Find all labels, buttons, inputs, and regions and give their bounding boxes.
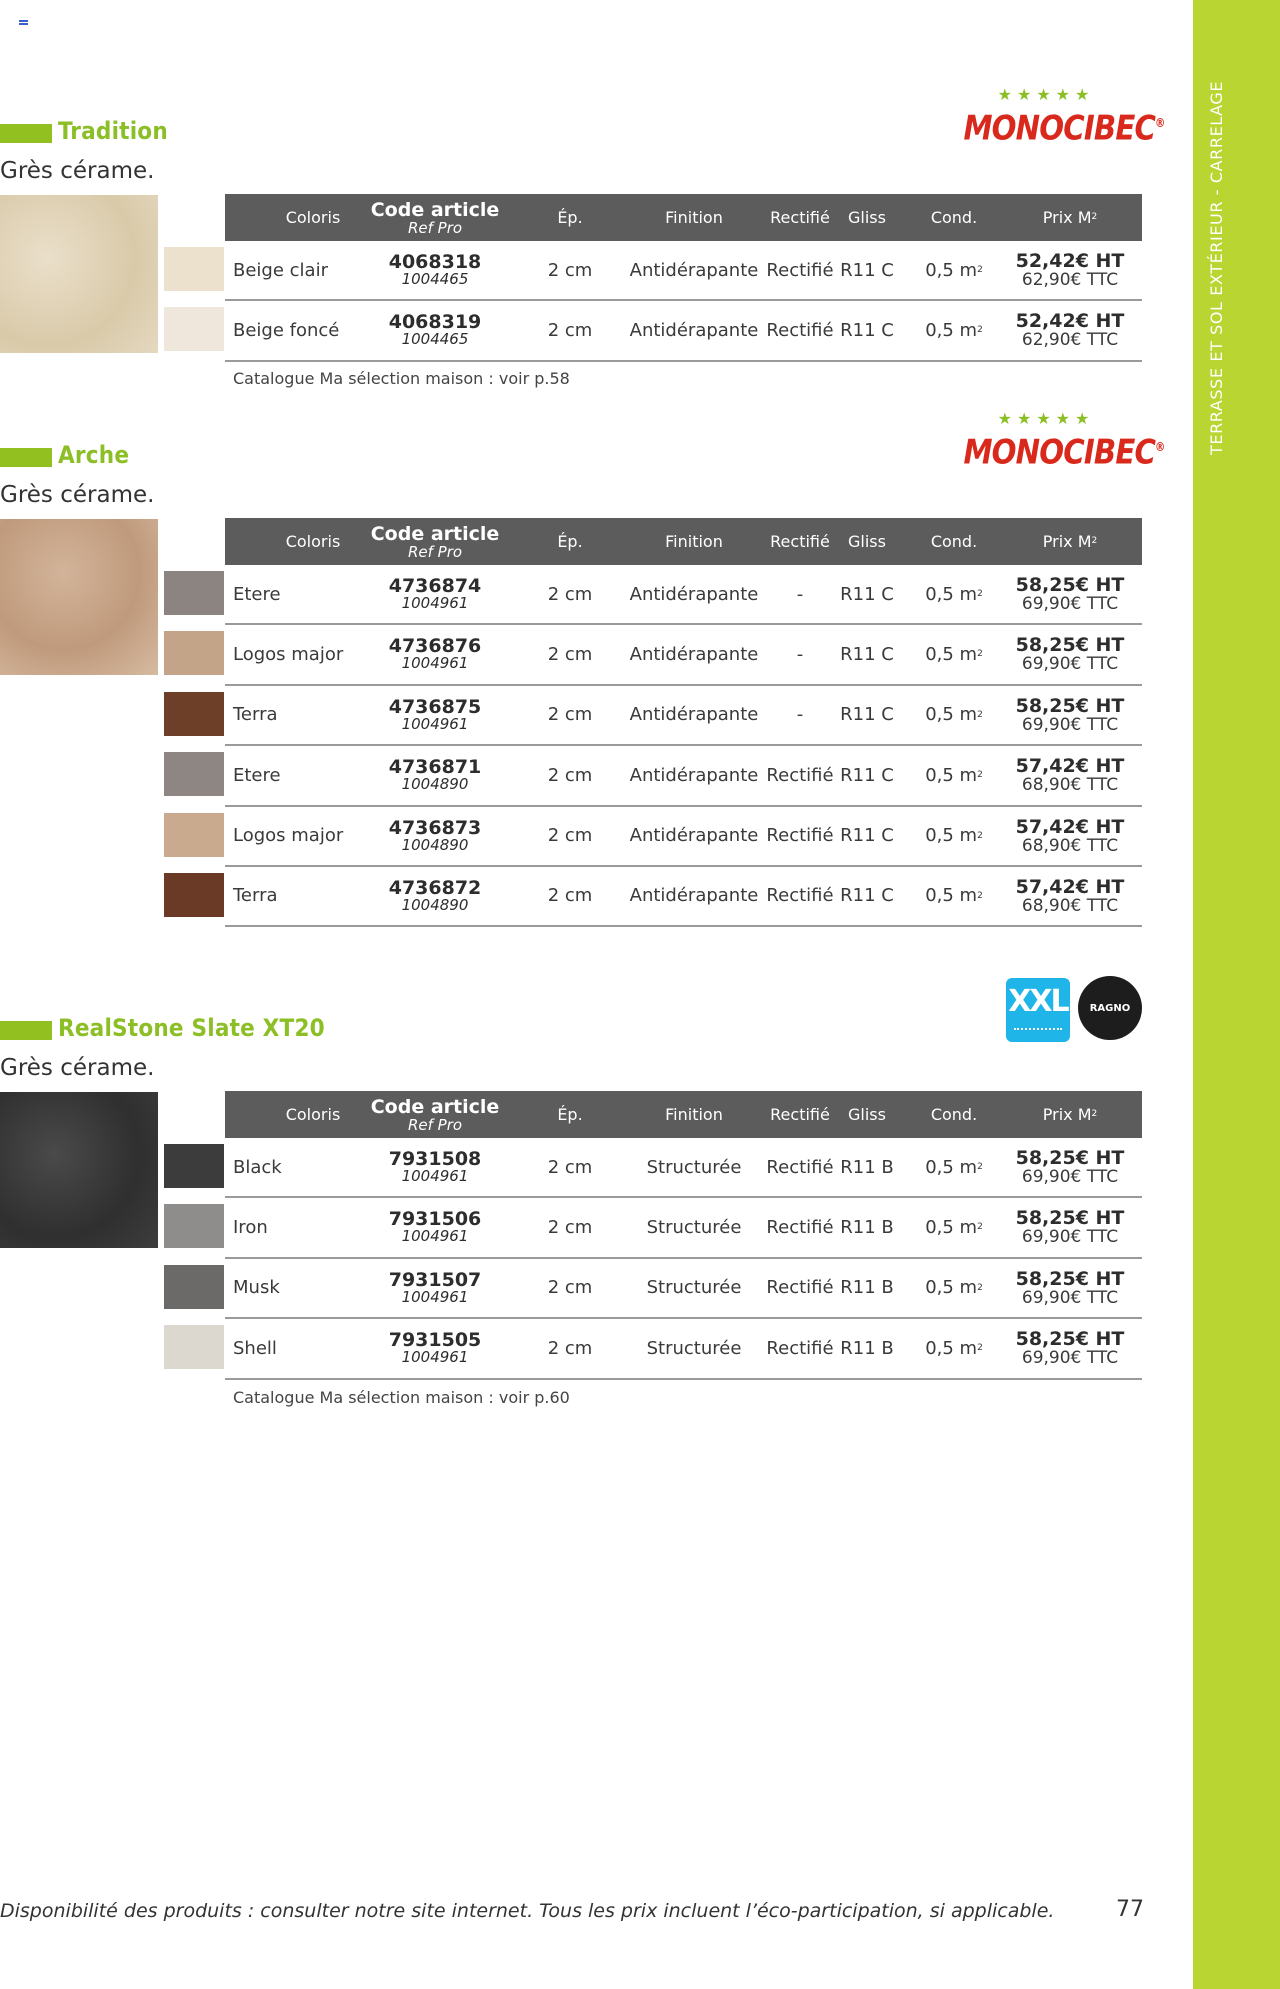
- header-ep: Ép.: [557, 532, 583, 551]
- price-ht: 58,25€ HT: [1015, 694, 1125, 717]
- table-header: [225, 518, 1142, 565]
- ep-cell: 2 cm: [547, 1216, 593, 1238]
- header-prix: Prix M 2: [1042, 532, 1098, 551]
- brand-logo-monocibec: [950, 85, 1165, 149]
- price-cell: [1005, 241, 1135, 299]
- color-swatch: [164, 1265, 224, 1309]
- color-swatch: [164, 247, 224, 291]
- page-number: 77: [1116, 1897, 1144, 1922]
- rectifie-cell: -: [796, 704, 804, 726]
- cond-cell: 0,5 m 2: [925, 704, 983, 726]
- gliss-cell: R11 C: [840, 885, 894, 907]
- cond-cell: 0,5 m 2: [925, 319, 983, 341]
- price-cell: [1005, 625, 1135, 683]
- header-coloris: Coloris: [285, 208, 341, 227]
- code-cell: [365, 1198, 505, 1256]
- price-ht: 58,25€ HT: [1015, 1328, 1125, 1351]
- coloris-cell: Beige foncé: [233, 319, 340, 341]
- finition-cell: Antidérapante: [629, 704, 759, 726]
- article-code: 4068319: [388, 311, 482, 334]
- section-title: Arche: [58, 441, 130, 469]
- coloris-cell: Logos major: [233, 825, 344, 847]
- header-rectifie: Rectifié: [770, 532, 830, 551]
- ref-pro: 1004961: [401, 1227, 469, 1246]
- table-body: [225, 1138, 1142, 1380]
- table-row: [225, 807, 1142, 867]
- header-rectifie: Rectifié: [770, 1105, 830, 1124]
- section-subtitle: Grès cérame.: [0, 1055, 155, 1081]
- cond-cell: 0,5 m 2: [925, 825, 983, 847]
- cond-cell: 0,5 m 2: [925, 583, 983, 605]
- product-table-arche: [225, 518, 1142, 927]
- ref-pro: 1004890: [401, 835, 469, 854]
- coloris-cell: Terra: [233, 885, 278, 907]
- ep-cell: 2 cm: [547, 583, 593, 605]
- rectifie-cell: Rectifié: [766, 259, 834, 281]
- ep-cell: 2 cm: [547, 1337, 593, 1359]
- ref-pro: 1004465: [401, 330, 469, 349]
- coloris-cell: Iron: [233, 1216, 268, 1238]
- color-swatch: [164, 631, 224, 675]
- finition-cell: Structurée: [646, 1156, 742, 1178]
- rectifie-cell: Rectifié: [766, 1337, 834, 1359]
- color-swatch: [164, 571, 224, 615]
- brand-stars-icon: ★★★★★: [997, 409, 1095, 428]
- price-cell: [1005, 565, 1135, 623]
- rectifie-cell: Rectifié: [766, 319, 834, 341]
- ref-pro: 1004890: [401, 775, 469, 794]
- finition-cell: Antidérapante: [629, 259, 759, 281]
- product-table-tradition: [225, 194, 1142, 362]
- ref-pro: 1004961: [401, 594, 469, 612]
- price-ttc: 69,90€ TTC: [1021, 1167, 1119, 1187]
- finition-cell: Antidérapante: [629, 643, 759, 665]
- gliss-cell: R11 B: [840, 1216, 894, 1238]
- code-cell: [365, 746, 505, 804]
- product-image-tradition: [0, 195, 158, 353]
- table-header: [225, 194, 1142, 241]
- article-code: 4736874: [388, 575, 482, 597]
- table-header: [225, 1091, 1142, 1138]
- gliss-cell: R11 C: [840, 825, 894, 847]
- price-cell: [1005, 1138, 1135, 1196]
- article-code: 4736872: [388, 876, 482, 899]
- price-ttc: 69,90€ TTC: [1021, 654, 1119, 675]
- ep-cell: 2 cm: [547, 643, 593, 665]
- gliss-cell: R11 C: [840, 319, 894, 341]
- product-image-realstone: [0, 1092, 158, 1248]
- header-prix: Prix M 2: [1042, 208, 1098, 227]
- article-code: 4736871: [388, 756, 482, 779]
- rectifie-cell: -: [796, 643, 804, 665]
- price-cell: [1005, 1319, 1135, 1377]
- ep-cell: 2 cm: [547, 319, 593, 341]
- price-ttc: 69,90€ TTC: [1021, 714, 1119, 735]
- color-swatch: [164, 1325, 224, 1369]
- price-ht: 58,25€ HT: [1015, 1207, 1125, 1230]
- article-code: 7931505: [388, 1329, 482, 1352]
- section-subtitle: Grès cérame.: [0, 158, 155, 184]
- header-cond: Cond.: [930, 532, 978, 551]
- table-row: [225, 746, 1142, 806]
- color-swatch: [164, 1204, 224, 1248]
- header-ep: Ép.: [557, 1105, 583, 1124]
- finition-cell: Antidérapante: [629, 885, 759, 907]
- brand-logo-monocibec: [950, 409, 1165, 473]
- ref-pro: 1004961: [401, 1167, 469, 1185]
- section-marker: [0, 1021, 52, 1040]
- color-swatch: [164, 813, 224, 857]
- header-gliss: Gliss: [848, 532, 886, 551]
- cond-cell: 0,5 m 2: [925, 643, 983, 665]
- xxl-badge-icon: XXL: [1006, 978, 1070, 1042]
- gliss-cell: R11 C: [840, 259, 894, 281]
- code-cell: [365, 1259, 505, 1317]
- product-table-realstone: [225, 1091, 1142, 1380]
- table-row: [225, 1259, 1142, 1319]
- finition-cell: Antidérapante: [629, 583, 759, 605]
- brand-stars-icon: ★★★★★: [997, 85, 1095, 104]
- gliss-cell: R11 C: [840, 764, 894, 786]
- cond-cell: 0,5 m 2: [925, 1277, 983, 1299]
- header-finition: Finition: [665, 532, 723, 551]
- article-code: 4068318: [388, 251, 482, 273]
- cond-cell: 0,5 m 2: [925, 764, 983, 786]
- cond-cell: 0,5 m 2: [925, 885, 983, 907]
- price-ht: 57,42€ HT: [1015, 815, 1125, 838]
- gliss-cell: R11 B: [840, 1337, 894, 1359]
- price-ht: 58,25€ HT: [1015, 1267, 1125, 1290]
- product-image-arche: [0, 519, 158, 675]
- header-gliss: Gliss: [848, 208, 886, 227]
- coloris-cell: Shell: [233, 1337, 277, 1359]
- price-ht: 58,25€ HT: [1015, 1147, 1125, 1169]
- price-ttc: 68,90€ TTC: [1021, 835, 1119, 856]
- header-ep: Ép.: [557, 208, 583, 227]
- price-ht: 52,42€ HT: [1015, 250, 1125, 272]
- finition-cell: Antidérapante: [629, 319, 759, 341]
- section-marker: [0, 124, 52, 143]
- ref-pro: 1004961: [401, 654, 469, 673]
- rectifie-cell: Rectifié: [766, 1216, 834, 1238]
- table-row: [225, 1198, 1142, 1258]
- ref-pro: 1004465: [401, 270, 469, 288]
- table-row: [225, 565, 1142, 625]
- coloris-cell: Musk: [233, 1277, 280, 1299]
- brand-name: MONOCIBEC: [963, 108, 1156, 149]
- price-ht: 58,25€ HT: [1015, 634, 1125, 657]
- section-title: RealStone Slate XT20: [58, 1014, 325, 1042]
- price-cell: [1005, 807, 1135, 865]
- code-cell: [365, 1138, 505, 1196]
- finition-cell: Structurée: [646, 1216, 742, 1238]
- ep-cell: 2 cm: [547, 704, 593, 726]
- price-ttc: 69,90€ TTC: [1021, 1227, 1119, 1248]
- table-body: [225, 241, 1142, 362]
- header-code: Code article Ref Pro: [370, 1095, 500, 1134]
- ep-cell: 2 cm: [547, 885, 593, 907]
- price-ht: 52,42€ HT: [1015, 310, 1125, 333]
- coloris-cell: Logos major: [233, 643, 344, 665]
- price-ttc: 62,90€ TTC: [1021, 270, 1119, 290]
- price-cell: [1005, 1198, 1135, 1256]
- price-ht: 58,25€ HT: [1015, 574, 1125, 596]
- header-rectifie: Rectifié: [770, 208, 830, 227]
- ref-pro: 1004961: [401, 714, 469, 733]
- table-row: [225, 241, 1142, 301]
- table-row: [225, 686, 1142, 746]
- side-label: TERRASSE ET SOL EXTÉRIEUR - CARRELAGE: [1207, 80, 1226, 455]
- price-ht: 57,42€ HT: [1015, 875, 1125, 898]
- header-coloris: Coloris: [285, 1105, 341, 1124]
- coloris-cell: Terra: [233, 704, 278, 726]
- article-code: 7931506: [388, 1208, 482, 1231]
- coloris-cell: Black: [233, 1156, 282, 1178]
- price-cell: [1005, 867, 1135, 925]
- coloris-cell: Beige clair: [233, 259, 328, 281]
- finition-cell: Structurée: [646, 1337, 742, 1359]
- price-ttc: 62,90€ TTC: [1021, 330, 1119, 351]
- ragno-logo-icon: RAGNO: [1078, 976, 1142, 1040]
- gliss-cell: R11 B: [840, 1277, 894, 1299]
- cond-cell: 0,5 m 2: [925, 259, 983, 281]
- rectifie-cell: Rectifié: [766, 885, 834, 907]
- price-cell: [1005, 746, 1135, 804]
- cond-cell: 0,5 m 2: [925, 1337, 983, 1359]
- header-cond: Cond.: [930, 208, 978, 227]
- code-cell: [365, 241, 505, 299]
- color-swatch: [164, 752, 224, 796]
- header-finition: Finition: [665, 1105, 723, 1124]
- table-body: [225, 565, 1142, 927]
- article-code: 7931507: [388, 1268, 482, 1291]
- header-prix: Prix M 2: [1042, 1105, 1098, 1124]
- code-cell: [365, 301, 505, 359]
- section-title: Tradition: [58, 117, 168, 145]
- header-gliss: Gliss: [848, 1105, 886, 1124]
- corner-mark: [19, 20, 28, 25]
- code-cell: [365, 686, 505, 744]
- code-cell: [365, 625, 505, 683]
- header-code: Code article Ref Pro: [370, 522, 500, 561]
- header-finition: Finition: [665, 208, 723, 227]
- article-code: 4736876: [388, 635, 482, 658]
- header-cond: Cond.: [930, 1105, 978, 1124]
- section-marker: [0, 448, 52, 467]
- brand-mark: ®: [1155, 116, 1165, 130]
- rectifie-cell: Rectifié: [766, 1156, 834, 1178]
- article-code: 7931508: [388, 1148, 482, 1170]
- table-row: [225, 301, 1142, 361]
- catalogue-note: Catalogue Ma sélection maison : voir p.60: [233, 1388, 570, 1407]
- gliss-cell: R11 C: [840, 583, 894, 605]
- brand-mark: ®: [1155, 440, 1165, 454]
- gliss-cell: R11 C: [840, 643, 894, 665]
- ref-pro: 1004961: [401, 1348, 469, 1367]
- color-swatch: [164, 692, 224, 736]
- color-swatch: [164, 307, 224, 351]
- price-ttc: 69,90€ TTC: [1021, 594, 1119, 614]
- header-coloris: Coloris: [285, 532, 341, 551]
- rectifie-cell: -: [796, 583, 804, 605]
- rectifie-cell: Rectifié: [766, 1277, 834, 1299]
- code-cell: [365, 807, 505, 865]
- table-row: [225, 867, 1142, 927]
- code-cell: [365, 867, 505, 925]
- article-code: 4736875: [388, 695, 482, 718]
- article-code: 4736873: [388, 816, 482, 839]
- color-swatch: [164, 873, 224, 917]
- price-ht: 57,42€ HT: [1015, 755, 1125, 778]
- table-row: [225, 1138, 1142, 1198]
- price-ttc: 69,90€ TTC: [1021, 1348, 1119, 1369]
- section-subtitle: Grès cérame.: [0, 482, 155, 508]
- coloris-cell: Etere: [233, 764, 281, 786]
- cond-cell: 0,5 m 2: [925, 1156, 983, 1178]
- price-ttc: 69,90€ TTC: [1021, 1287, 1119, 1308]
- finition-cell: Antidérapante: [629, 764, 759, 786]
- gliss-cell: R11 C: [840, 704, 894, 726]
- coloris-cell: Etere: [233, 583, 281, 605]
- ref-pro: 1004890: [401, 895, 469, 914]
- ep-cell: 2 cm: [547, 1156, 593, 1178]
- price-ttc: 68,90€ TTC: [1021, 895, 1119, 916]
- catalogue-note: Catalogue Ma sélection maison : voir p.58: [233, 369, 570, 388]
- brand-name: MONOCIBEC: [963, 432, 1156, 473]
- cond-cell: 0,5 m 2: [925, 1216, 983, 1238]
- rectifie-cell: Rectifié: [766, 764, 834, 786]
- ep-cell: 2 cm: [547, 259, 593, 281]
- ep-cell: 2 cm: [547, 1277, 593, 1299]
- code-cell: [365, 565, 505, 623]
- gliss-cell: R11 B: [840, 1156, 894, 1178]
- code-cell: [365, 1319, 505, 1377]
- table-row: [225, 1319, 1142, 1379]
- ep-cell: 2 cm: [547, 825, 593, 847]
- rectifie-cell: Rectifié: [766, 825, 834, 847]
- price-cell: [1005, 1259, 1135, 1317]
- header-code: Code article Ref Pro: [370, 198, 500, 237]
- price-cell: [1005, 301, 1135, 359]
- color-swatch: [164, 1144, 224, 1188]
- table-row: [225, 625, 1142, 685]
- ref-pro: 1004961: [401, 1287, 469, 1306]
- footer-disclaimer: Disponibilité des produits : consulter notre site internet. Tous les prix incluent l’éco-participation, si applicable.: [0, 1900, 1055, 1922]
- ep-cell: 2 cm: [547, 764, 593, 786]
- finition-cell: Antidérapante: [629, 825, 759, 847]
- price-cell: [1005, 686, 1135, 744]
- price-ttc: 68,90€ TTC: [1021, 775, 1119, 796]
- finition-cell: Structurée: [646, 1277, 742, 1299]
